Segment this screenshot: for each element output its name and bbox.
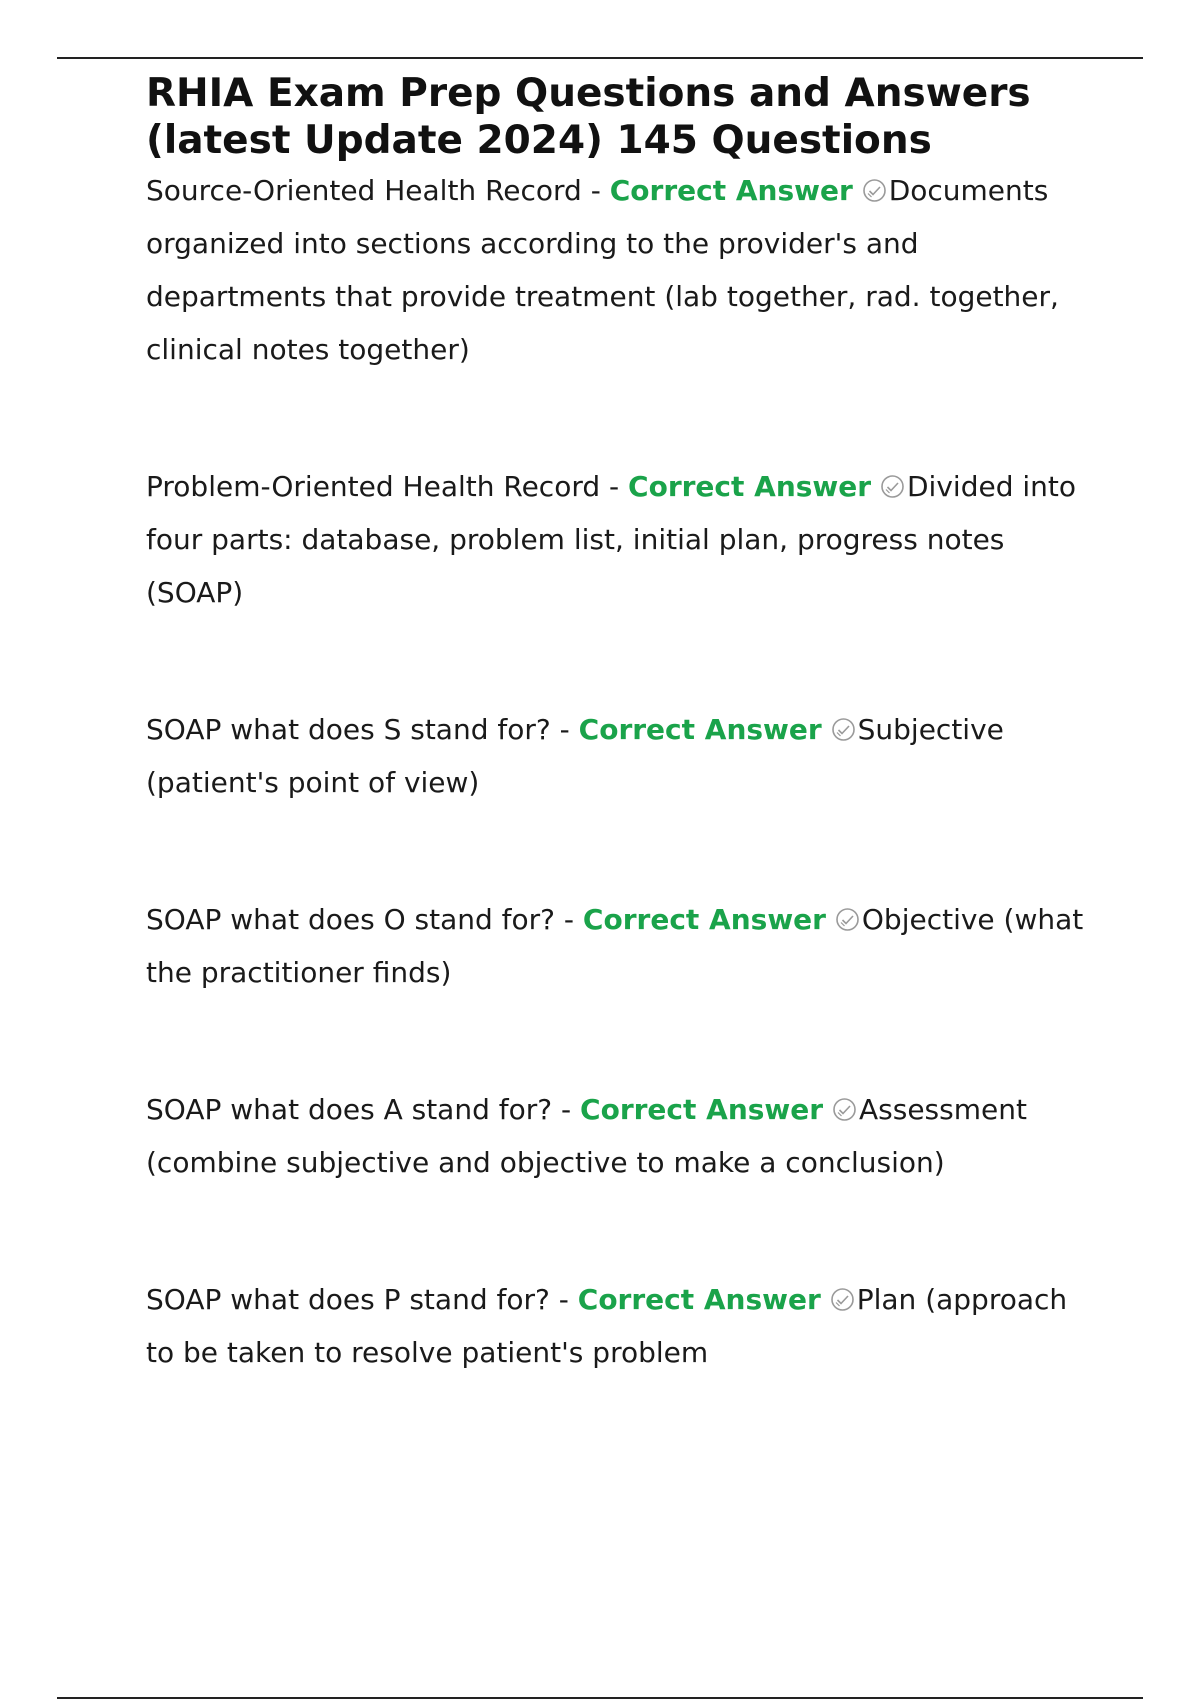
qa-item bbox=[146, 1083, 1101, 1189]
title-line-1: RHIA Exam Prep Questions and Answers bbox=[146, 71, 1031, 116]
correct-answer-label: Correct Answer bbox=[582, 903, 826, 936]
qa-item bbox=[146, 893, 1101, 999]
separator: - bbox=[555, 903, 583, 936]
check-circle-icon bbox=[880, 474, 905, 499]
answer-text: Documents organized into sections according to the provider's and departments that provide treatment (lab together, rad. together, clinical notes together) bbox=[146, 174, 1059, 366]
answer-text: Objective (what the practitioner finds) bbox=[146, 903, 1084, 989]
correct-answer-label: Correct Answer bbox=[577, 1283, 821, 1316]
bottom-rule bbox=[57, 1697, 1143, 1699]
question-text: SOAP what does P stand for? bbox=[146, 1283, 550, 1316]
spacer bbox=[146, 376, 1101, 460]
check-circle-icon bbox=[835, 907, 860, 932]
answer-text: Plan (approach to be taken to resolve patient's problem bbox=[146, 1283, 1068, 1369]
qa-item bbox=[146, 460, 1101, 619]
spacer bbox=[146, 619, 1101, 703]
check-circle-icon bbox=[862, 178, 887, 203]
top-rule bbox=[57, 57, 1143, 59]
separator: - bbox=[552, 1093, 581, 1126]
title-line-2: (latest Update 2024) 145 Questions bbox=[146, 118, 932, 163]
separator: - bbox=[600, 470, 629, 503]
document-body bbox=[146, 70, 1101, 1379]
correct-answer-label: Correct Answer bbox=[609, 174, 853, 207]
question-text: SOAP what does S stand for? bbox=[146, 713, 551, 746]
spacer bbox=[146, 999, 1101, 1083]
question-text: Problem-Oriented Health Record bbox=[146, 470, 601, 503]
correct-answer-label: Correct Answer bbox=[578, 713, 822, 746]
qa-item bbox=[146, 164, 1101, 376]
separator: - bbox=[581, 174, 610, 207]
question-text: Source-Oriented Health Record bbox=[146, 174, 582, 207]
answer-text: Assessment (combine subjective and objective to make a conclusion) bbox=[146, 1093, 1027, 1179]
qa-item bbox=[146, 1273, 1101, 1379]
answer-text: Divided into four parts: database, problem list, initial plan, progress notes (SOAP) bbox=[146, 470, 1076, 609]
question-text: SOAP what does O stand for? bbox=[146, 903, 556, 936]
spacer bbox=[146, 1189, 1101, 1273]
qa-item bbox=[146, 703, 1101, 809]
correct-answer-label: Correct Answer bbox=[628, 470, 872, 503]
check-circle-icon bbox=[832, 1097, 857, 1122]
separator: - bbox=[549, 1283, 578, 1316]
separator: - bbox=[550, 713, 579, 746]
spacer bbox=[146, 809, 1101, 893]
document-title bbox=[146, 70, 1101, 164]
question-text: SOAP what does A stand for? bbox=[146, 1093, 553, 1126]
check-circle-icon bbox=[831, 717, 856, 742]
check-circle-icon bbox=[830, 1287, 855, 1312]
answer-text: Subjective (patient's point of view) bbox=[146, 713, 1004, 799]
correct-answer-label: Correct Answer bbox=[580, 1093, 824, 1126]
